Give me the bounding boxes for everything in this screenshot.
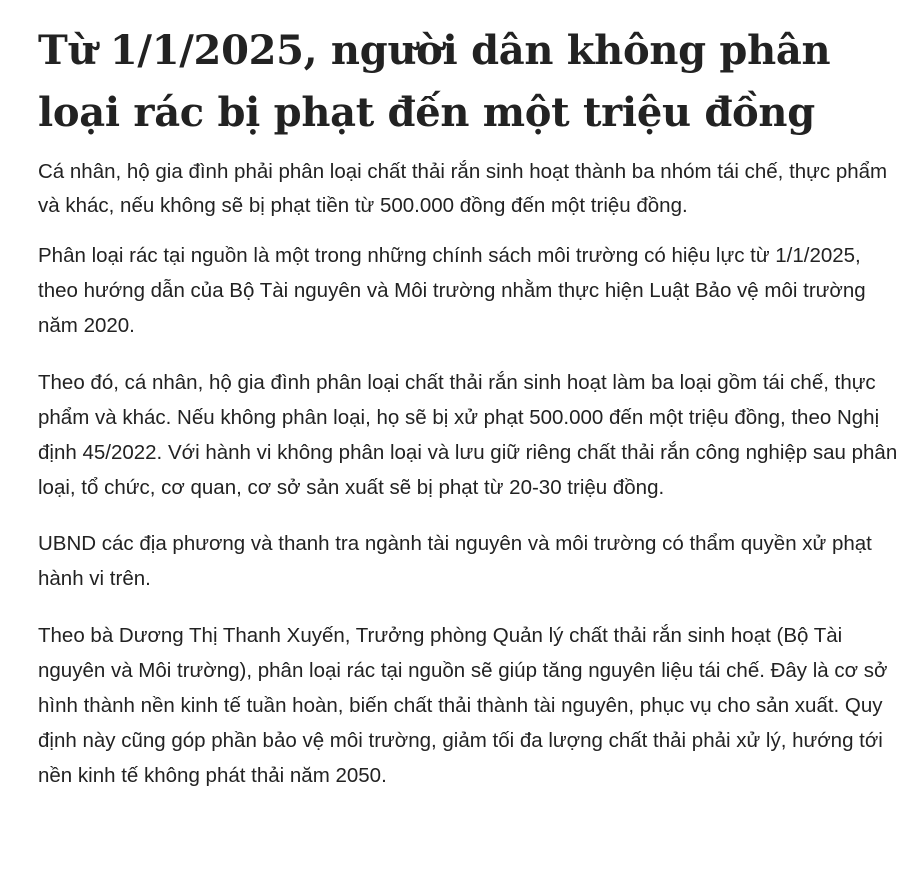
article-paragraph: UBND các địa phương và thanh tra ngành tài nguyên và môi trường có thẩm quyền xử phạt hành vi trên. — [38, 532, 872, 590]
article-paragraph: Theo bà Dương Thị Thanh Xuyến, Trưởng phòng Quản lý chất thải rắn sinh hoạt (Bộ Tài nguyên và Môi trường), phân loại rác tại nguồn sẽ giúp tăng nguyên liệu tái chế. Đây là cơ sở hình thành nền kinh tế tuần hoàn, biến chất thải thành tài nguyên, phục vụ cho sản xuất. Quy định này cũng góp phần bảo vệ môi trường, giảm tối đa lượng chất thải phải xử lý, hướng tới nền kinh tế không phát thải năm 2050. — [38, 624, 888, 787]
article-title: Từ 1/1/2025, người dân không phân loại rác bị phạt đến một triệu đồng — [38, 27, 831, 136]
article-paragraph: Phân loại rác tại nguồn là một trong những chính sách môi trường có hiệu lực từ 1/1/2025, theo hướng dẫn của Bộ Tài nguyên và Môi trường nhằm thực hiện Luật Bảo vệ môi trường năm 2020. — [38, 244, 866, 337]
article-paragraph: Theo đó, cá nhân, hộ gia đình phân loại chất thải rắn sinh hoạt làm ba loại gồm tái chế, thực phẩm và khác. Nếu không phân loại, họ sẽ bị xử phạt 500.000 đến một triệu đồng, theo Nghị định 45/2022. Với hành vi không phân loại và lưu giữ riêng chất thải rắn công nghiệp sau phân loại, tổ chức, cơ quan, cơ sở sản xuất sẽ bị phạt từ 20-30 triệu đồng. — [38, 371, 898, 499]
article-sapo: Cá nhân, hộ gia đình phải phân loại chất thải rắn sinh hoạt thành ba nhóm tái chế, thực phẩm và khác, nếu không sẽ bị phạt tiền từ 500.000 đồng đến một triệu đồng. — [38, 160, 888, 217]
article — [38, 0, 898, 793]
